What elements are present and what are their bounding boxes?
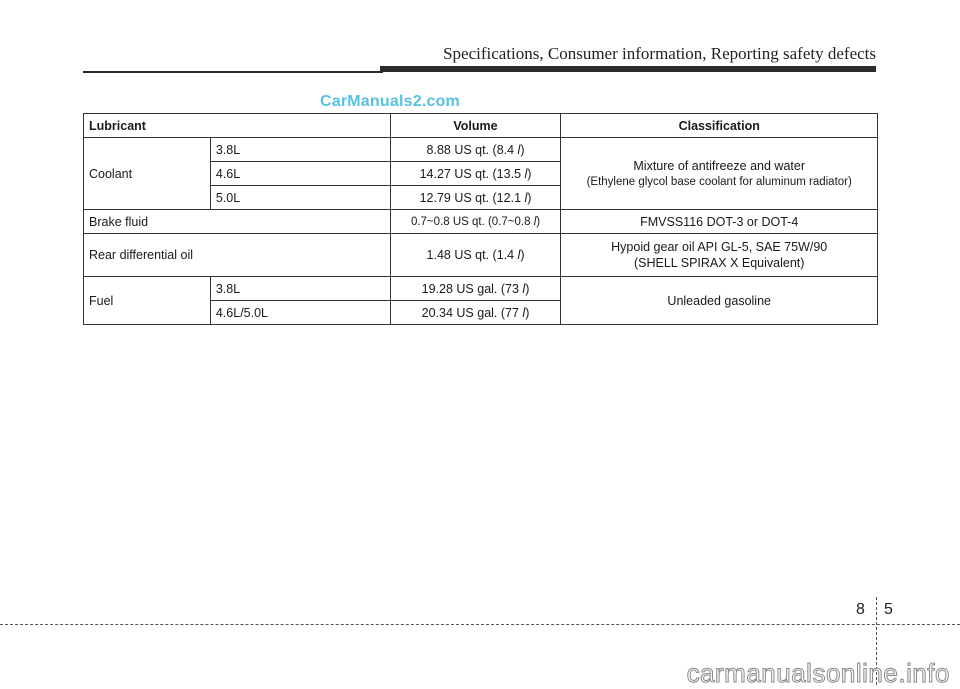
chapter-number: 8 [856,601,865,618]
watermark-link[interactable]: CarManuals2.com [320,93,460,110]
table-header-row [84,114,878,138]
header-classification: Classification [561,114,878,138]
coolant-engine-3-8: 3.8L [210,138,390,162]
table-row [84,277,878,301]
fuel-label: Fuel [84,277,211,325]
fuel-classification: Unleaded gasoline [561,277,878,325]
rear-diff-volume: 1.48 US qt. (1.4 l) [390,234,561,277]
coolant-label: Coolant [84,138,211,210]
table-row [84,210,878,234]
coolant-volume-3-8: 8.88 US qt. (8.4 l) [390,138,561,162]
rear-diff-classification: Hypoid gear oil API GL-5, SAE 75W/90 (SHELL SPIRAX X Equivalent) [561,234,878,277]
coolant-classification: Mixture of antifreeze and water (Ethylene glycol base coolant for aluminum radiator) [561,138,878,210]
fuel-engine-3-8: 3.8L [210,277,390,301]
fuel-engine-4-6-5-0: 4.6L/5.0L [210,301,390,325]
page-number: 5 [884,601,893,618]
coolant-engine-4-6: 4.6L [210,162,390,186]
table-row [84,138,878,162]
brake-fluid-classification: FMVSS116 DOT-3 or DOT-4 [561,210,878,234]
header-rule-thick [380,66,876,72]
table-row [84,234,878,277]
fuel-volume-3-8: 19.28 US gal. (73 l) [390,277,561,301]
footer-dashed-rule [0,624,960,625]
header-rule-thin [83,71,383,73]
fuel-volume-4-6-5-0: 20.34 US gal. (77 l) [390,301,561,325]
footer-site-watermark[interactable]: carmanualsonline.info [686,658,950,688]
coolant-volume-5-0: 12.79 US qt. (12.1 l) [390,186,561,210]
page-header-title: Specifications, Consumer information, Reporting safety defects [443,44,876,63]
brake-fluid-volume: 0.7~0.8 US qt. (0.7~0.8 l) [390,210,561,234]
lubricant-spec-table [83,113,878,325]
brake-fluid-label: Brake fluid [84,210,391,234]
coolant-volume-4-6: 14.27 US qt. (13.5 l) [390,162,561,186]
header-volume: Volume [390,114,561,138]
header-lubricant: Lubricant [84,114,391,138]
coolant-engine-5-0: 5.0L [210,186,390,210]
rear-diff-label: Rear differential oil [84,234,391,277]
